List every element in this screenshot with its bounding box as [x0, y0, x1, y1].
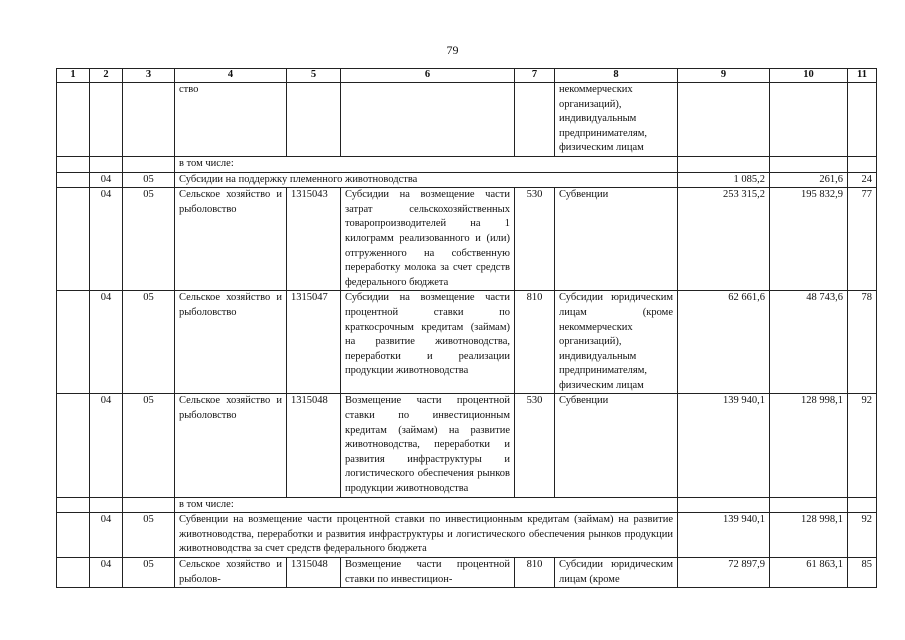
amount-planned: 139 940,1 — [678, 394, 770, 497]
recipient-cell: Субсидии юридическим лицам (кроме некоммерческих организаций), индивидуальным предпринимателям, физическим лицам — [555, 291, 678, 394]
execution-percent: 78 — [848, 291, 877, 394]
col-header: 5 — [287, 69, 341, 83]
recipient-cell: Субсидии юридическим лицам (кроме — [555, 558, 678, 588]
section-name-cell: ство — [175, 83, 287, 157]
col-header: 2 — [90, 69, 123, 83]
purpose-text: Субсидии на поддержку племенного животноводства — [175, 172, 678, 188]
section-name-cell: Сельское хозяйство и рыболов- — [175, 558, 287, 588]
col-header: 7 — [515, 69, 555, 83]
subsection-code: 05 — [123, 188, 175, 291]
including-label: в том числе: — [175, 156, 678, 172]
recipient-cell: некоммерческих организаций), индивидуальным предпринимателям, физическим лицам — [555, 83, 678, 157]
table-row — [57, 156, 877, 172]
amount-planned: 139 940,1 — [678, 513, 770, 558]
table-row — [57, 497, 877, 513]
section-code: 04 — [90, 558, 123, 588]
section-code: 04 — [90, 188, 123, 291]
section-name-cell: Сельское хозяйство и рыболовство — [175, 188, 287, 291]
col-header: 10 — [770, 69, 848, 83]
table-row — [57, 83, 877, 157]
col-header: 3 — [123, 69, 175, 83]
subsection-code: 05 — [123, 558, 175, 588]
amount-executed: 195 832,9 — [770, 188, 848, 291]
target-article-code: 1315043 — [287, 188, 341, 291]
col-header: 6 — [341, 69, 515, 83]
section-code: 04 — [90, 513, 123, 558]
subsection-code: 05 — [123, 291, 175, 394]
expense-description: Субсидии на возмещение части процентной ставки по краткосрочным кредитам (займам) на развитие животноводства, переработки и реализации продукции животноводства — [341, 291, 515, 394]
budget-table — [56, 68, 877, 588]
header-row — [57, 69, 877, 83]
amount-planned: 62 661,6 — [678, 291, 770, 394]
table-row — [57, 188, 877, 291]
subsection-code: 05 — [123, 513, 175, 558]
execution-percent: 24 — [848, 172, 877, 188]
target-article-code: 1315048 — [287, 394, 341, 497]
target-article-code: 1315048 — [287, 558, 341, 588]
col-header: 1 — [57, 69, 90, 83]
table-row — [57, 394, 877, 497]
col-header: 4 — [175, 69, 287, 83]
section-code: 04 — [90, 394, 123, 497]
expense-type-code: 810 — [515, 558, 555, 588]
table-row — [57, 172, 877, 188]
expense-description: Субсидии на возмещение части затрат сельскохозяйственных товаропроизводителей на 1 килограмм реализованного и (или) отгруженного на собственную переработку молока за счет средств федерального бюджета — [341, 188, 515, 291]
recipient-cell: Субвенции — [555, 394, 678, 497]
section-code: 04 — [90, 291, 123, 394]
target-article-code: 1315047 — [287, 291, 341, 394]
section-name-cell: Сельское хозяйство и рыболовство — [175, 394, 287, 497]
amount-executed: 261,6 — [770, 172, 848, 188]
amount-executed: 128 998,1 — [770, 394, 848, 497]
amount-executed: 48 743,6 — [770, 291, 848, 394]
execution-percent: 85 — [848, 558, 877, 588]
section-code: 04 — [90, 172, 123, 188]
page-number: 79 — [446, 43, 459, 57]
recipient-cell: Субвенции — [555, 188, 678, 291]
expense-description: Возмещение части процентной ставки по инвестицион- — [341, 558, 515, 588]
amount-planned: 72 897,9 — [678, 558, 770, 588]
section-name-cell: Сельское хозяйство и рыболовство — [175, 291, 287, 394]
table-row — [57, 558, 877, 588]
table-row — [57, 513, 877, 558]
subsection-code: 05 — [123, 172, 175, 188]
col-header: 9 — [678, 69, 770, 83]
expense-type-code: 530 — [515, 188, 555, 291]
amount-executed: 128 998,1 — [770, 513, 848, 558]
execution-percent: 92 — [848, 513, 877, 558]
amount-executed: 61 863,1 — [770, 558, 848, 588]
amount-planned: 1 085,2 — [678, 172, 770, 188]
purpose-text: Субвенции на возмещение части процентной ставки по инвестиционным кредитам (займам) на развитие животноводства, переработки и развития инфраструктуры и логистического обеспечения рынков продукции животноводства за счет средств федерального бюджета — [175, 513, 678, 558]
execution-percent: 77 — [848, 188, 877, 291]
expense-type-code: 530 — [515, 394, 555, 497]
expense-description: Возмещение части процентной ставки по инвестиционным кредитам (займам) на развитие животноводства, переработки и развития инфраструктуры и логистического обеспечения рынков продукции животноводства — [341, 394, 515, 497]
expense-type-code: 810 — [515, 291, 555, 394]
table-row — [57, 291, 877, 394]
col-header: 8 — [555, 69, 678, 83]
amount-planned: 253 315,2 — [678, 188, 770, 291]
execution-percent: 92 — [848, 394, 877, 497]
subsection-code: 05 — [123, 394, 175, 497]
including-label: в том числе: — [175, 497, 678, 513]
col-header: 11 — [848, 69, 877, 83]
